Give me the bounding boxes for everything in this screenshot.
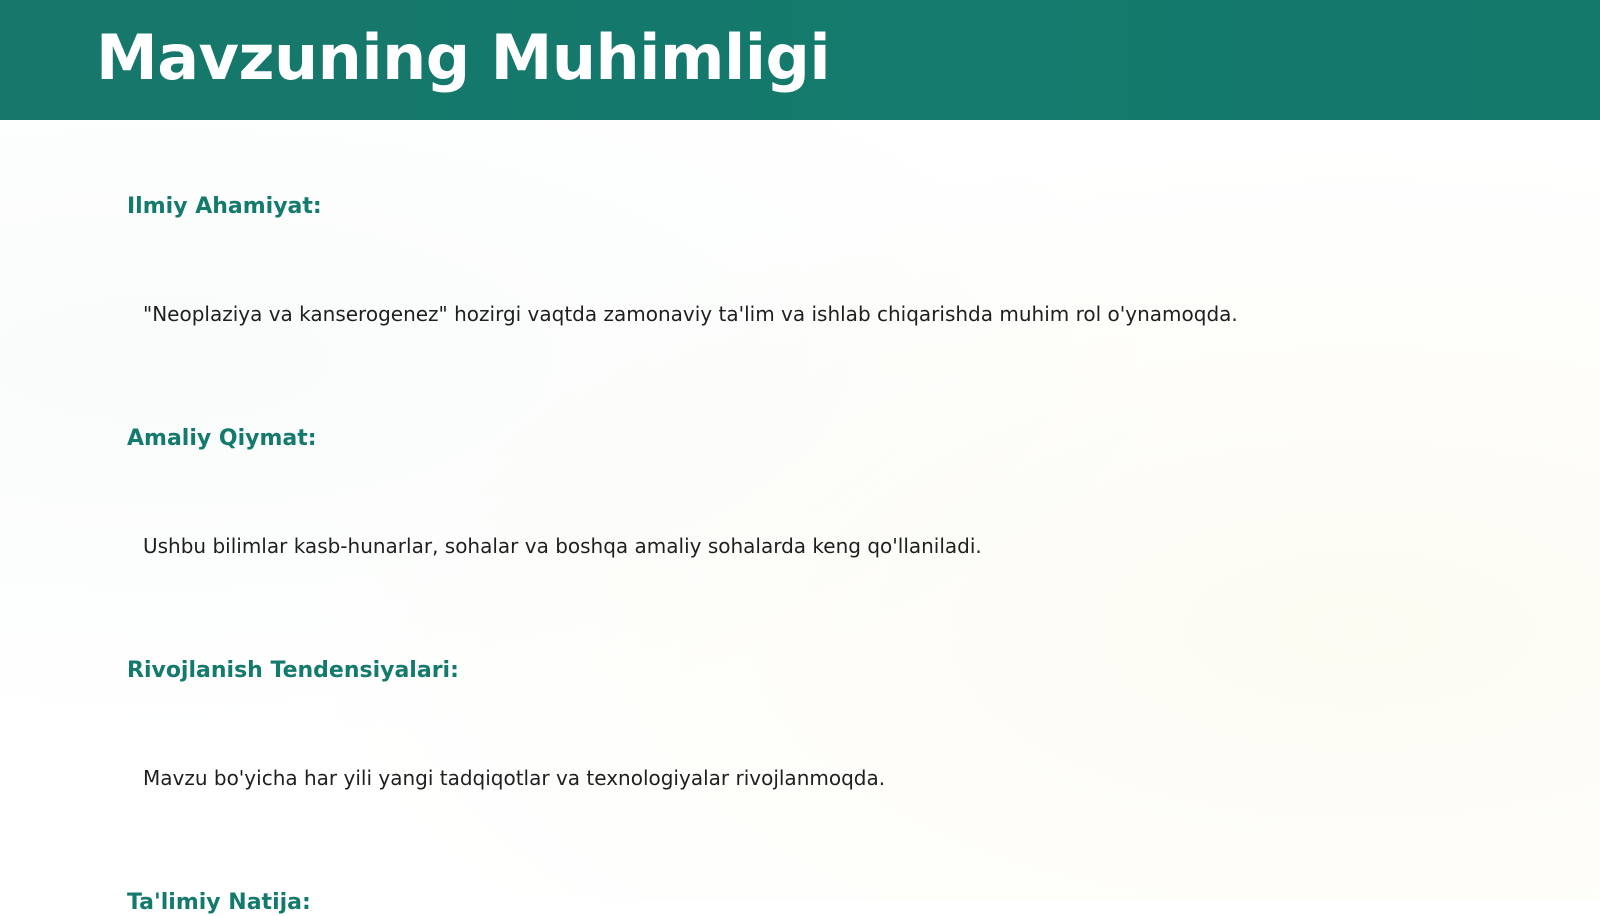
section-heading-talimiy-natija: Ta'limiy Natija: [127,890,311,915]
title-bar [0,0,1600,120]
section-heading-ilmiy-ahamiyat: Ilmiy Ahamiyat: [127,194,322,219]
section-text-amaliy-qiymat: Ushbu bilimlar kasb-hunarlar, sohalar va boshqa amaliy sohalarda keng qo'llaniladi. [143,534,982,558]
section-heading-rivojlanish-tendensiyalari: Rivojlanish Tendensiyalari: [127,658,459,683]
page-title: Mavzuning Muhimligi [96,21,831,94]
slide-content [0,120,1600,915]
section-heading-amaliy-qiymat: Amaliy Qiymat: [127,426,317,451]
section-text-ilmiy-ahamiyat: "Neoplaziya va kanserogenez" hozirgi vaqtda zamonaviy ta'lim va ishlab chiqarishda muhim rol o'ynamoqda. [143,302,1238,326]
section-text-rivojlanish-tendensiyalari: Mavzu bo'yicha har yili yangi tadqiqotlar va texnologiyalar rivojlanmoqda. [143,766,886,790]
